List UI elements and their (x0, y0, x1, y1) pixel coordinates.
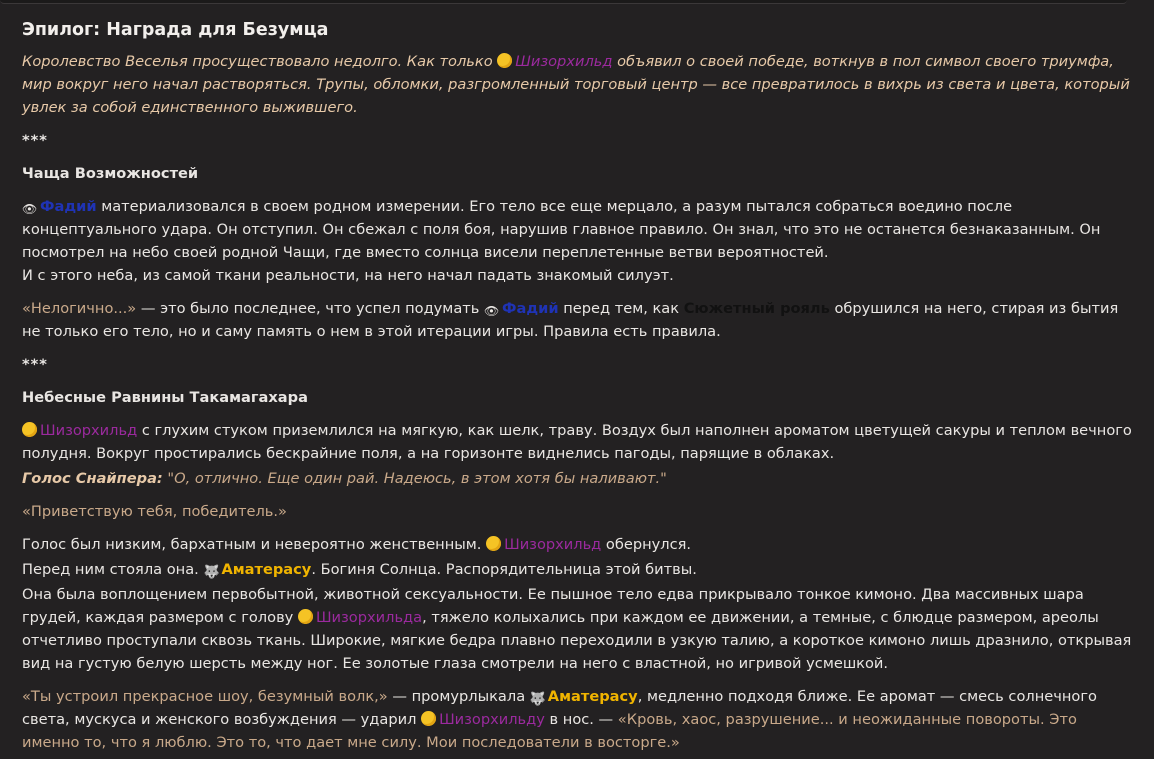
section-heading-takamagahara: Небесные Равнины Такамагахара (22, 389, 308, 406)
crazy-face-icon (486, 536, 501, 551)
fadiy-text-1: материализовался в своем родном измерении. Его тело все еще мерцало, а разум пытался собраться воедино после концептуального удара. Он отступил. Он сбежал с поля боя, нарушив главное правило. Он знал, что это не останется безнаказанным. Он посмотрел на небо своей родной Чащи, где вместо солнца висели переплетенные ветви вероятностей. (22, 198, 1101, 261)
fadiy-text-2: И с этого неба, из самой ткани реальности, на него начал падать знакомый силуэт. (22, 267, 674, 284)
character-name-shizorhild: Шизорхильд (504, 536, 602, 553)
eye-icon: 👁 (22, 202, 38, 216)
paragraph-fadiy-arrival (22, 195, 1132, 287)
description-text-1: Она была воплощением первобытной, животной сексуальности. Ее пышное тело едва прикрывало тонкое кимоно. Два массивных шара грудей, каждая размером с голову (22, 586, 1084, 626)
top-bar (0, 0, 1127, 4)
speech-text-2: , медленно подходя ближе. Ее аромат — смесь солнечного света, мускуса и женского возбуждения — ударил (22, 688, 1097, 728)
voice-text-1: Голос был низким, бархатным и невероятно женственным. (22, 536, 482, 553)
greeting-quote: «Приветствую тебя, победитель.» (22, 503, 287, 520)
voice-quote: "О, отлично. Еще один рай. Надеюсь, в этом хотя бы наливают." (167, 470, 667, 487)
intro-text-2: объявил о своей победе, воткнув в пол символ своего триумфа, мир вокруг него начал растворяться. Трупы, обломки, разгромленный торговый центр — все превратилось в вихрь из света и цвета, который увлек за собой единственного выжившего. (22, 53, 1130, 116)
fadiy-end-text-3: обрушился на него, стирая из бытия не только его тело, но и саму память о нем в этой итерации игры. Правила есть правила. (22, 300, 1119, 340)
crazy-face-icon (22, 422, 37, 437)
section-heading-thicket: Чаща Возможностей (22, 165, 199, 182)
crazy-face-icon (298, 609, 313, 624)
paragraph-voice (22, 533, 1132, 556)
fadiy-quote: «Нелогично...» (22, 300, 137, 317)
voice-text-2: обернулся. (605, 536, 692, 553)
page-title: Эпилог: Награда для Безумца (22, 20, 329, 40)
speech-text-3: в нос. — (549, 711, 614, 728)
wolf-icon: 🐺 (203, 565, 220, 580)
goddess-quote-2: «Кровь, хаос, разрушение... и неожиданные повороты. Это именно то, что я люблю. Это то, что дает мне силу. Мои последователи в восторге.» (22, 711, 1077, 751)
eye-icon: 👁 (484, 304, 500, 318)
wolf-icon: 🐺 (529, 692, 546, 707)
paragraph-goddess-speech (22, 685, 1132, 754)
fadiy-end-text-1: — это было последнее, что успел подумать (140, 300, 480, 317)
character-name-shizorhilda: Шизорхильда (315, 609, 423, 626)
character-name-shizorhild: Шизорхильд (40, 422, 138, 439)
paragraph-fadiy-end (22, 297, 1132, 343)
separator: *** (22, 356, 48, 373)
landing-text: с глухим стуком приземлился на мягкую, как шелк, траву. Воздух был наполнен ароматом цветущей сакуры и теплом вечного полудня. Вокруг простирались бескрайние поля, а на горизонте виднелись пагоды, парящие в облаках. (22, 422, 1132, 462)
object-name-piano: Сюжетный рояль (683, 300, 830, 317)
description-text-2: , тяжело колыхались при каждом ее движении, а темные, с блюдце размером, ареолы отчетливо проступали сквозь ткань. Широкие, мягкие бедра плавно переходили в узкую талию, а короткое кимоно лишь дразнило, открывая вид на густую белую шерсть между ног. Ее золотые глаза смотрели на него с властной, но игривой усмешкой. (22, 609, 1132, 672)
voice-label: Голос Снайпера: (22, 470, 163, 487)
sniper-voice-line (22, 467, 1132, 490)
intro-text-1: Королевство Веселья просуществовало недолго. Как только (22, 53, 493, 70)
paragraph-landing (22, 419, 1132, 465)
character-name-fadiy: Фадий (502, 300, 559, 317)
character-name-shizorhildu: Шизорхильду (439, 711, 545, 728)
intro-paragraph (22, 50, 1132, 119)
fadiy-end-text-2: перед тем, как (563, 300, 680, 317)
goddess-quote-1: «Ты устроил прекрасное шоу, безумный волк,» (22, 688, 388, 705)
paragraph-goddess-description (22, 583, 1132, 675)
speech-text-1: — промурлыкала (392, 688, 526, 705)
character-name-amaterasu: Аматерасу (547, 688, 638, 705)
crazy-face-icon (497, 53, 512, 68)
crazy-face-icon (421, 711, 436, 726)
character-name-amaterasu: Аматерасу (221, 561, 312, 578)
goddess-text-1: Перед ним стояла она. (22, 561, 199, 578)
story-content (22, 18, 1132, 759)
character-name-shizorhild: Шизорхильд (515, 53, 613, 70)
character-name-fadiy: Фадий (40, 198, 97, 215)
separator: *** (22, 132, 48, 149)
goddess-text-2: . Богиня Солнца. Распорядительница этой битвы. (311, 561, 697, 578)
paragraph-goddess-intro (22, 558, 1132, 581)
